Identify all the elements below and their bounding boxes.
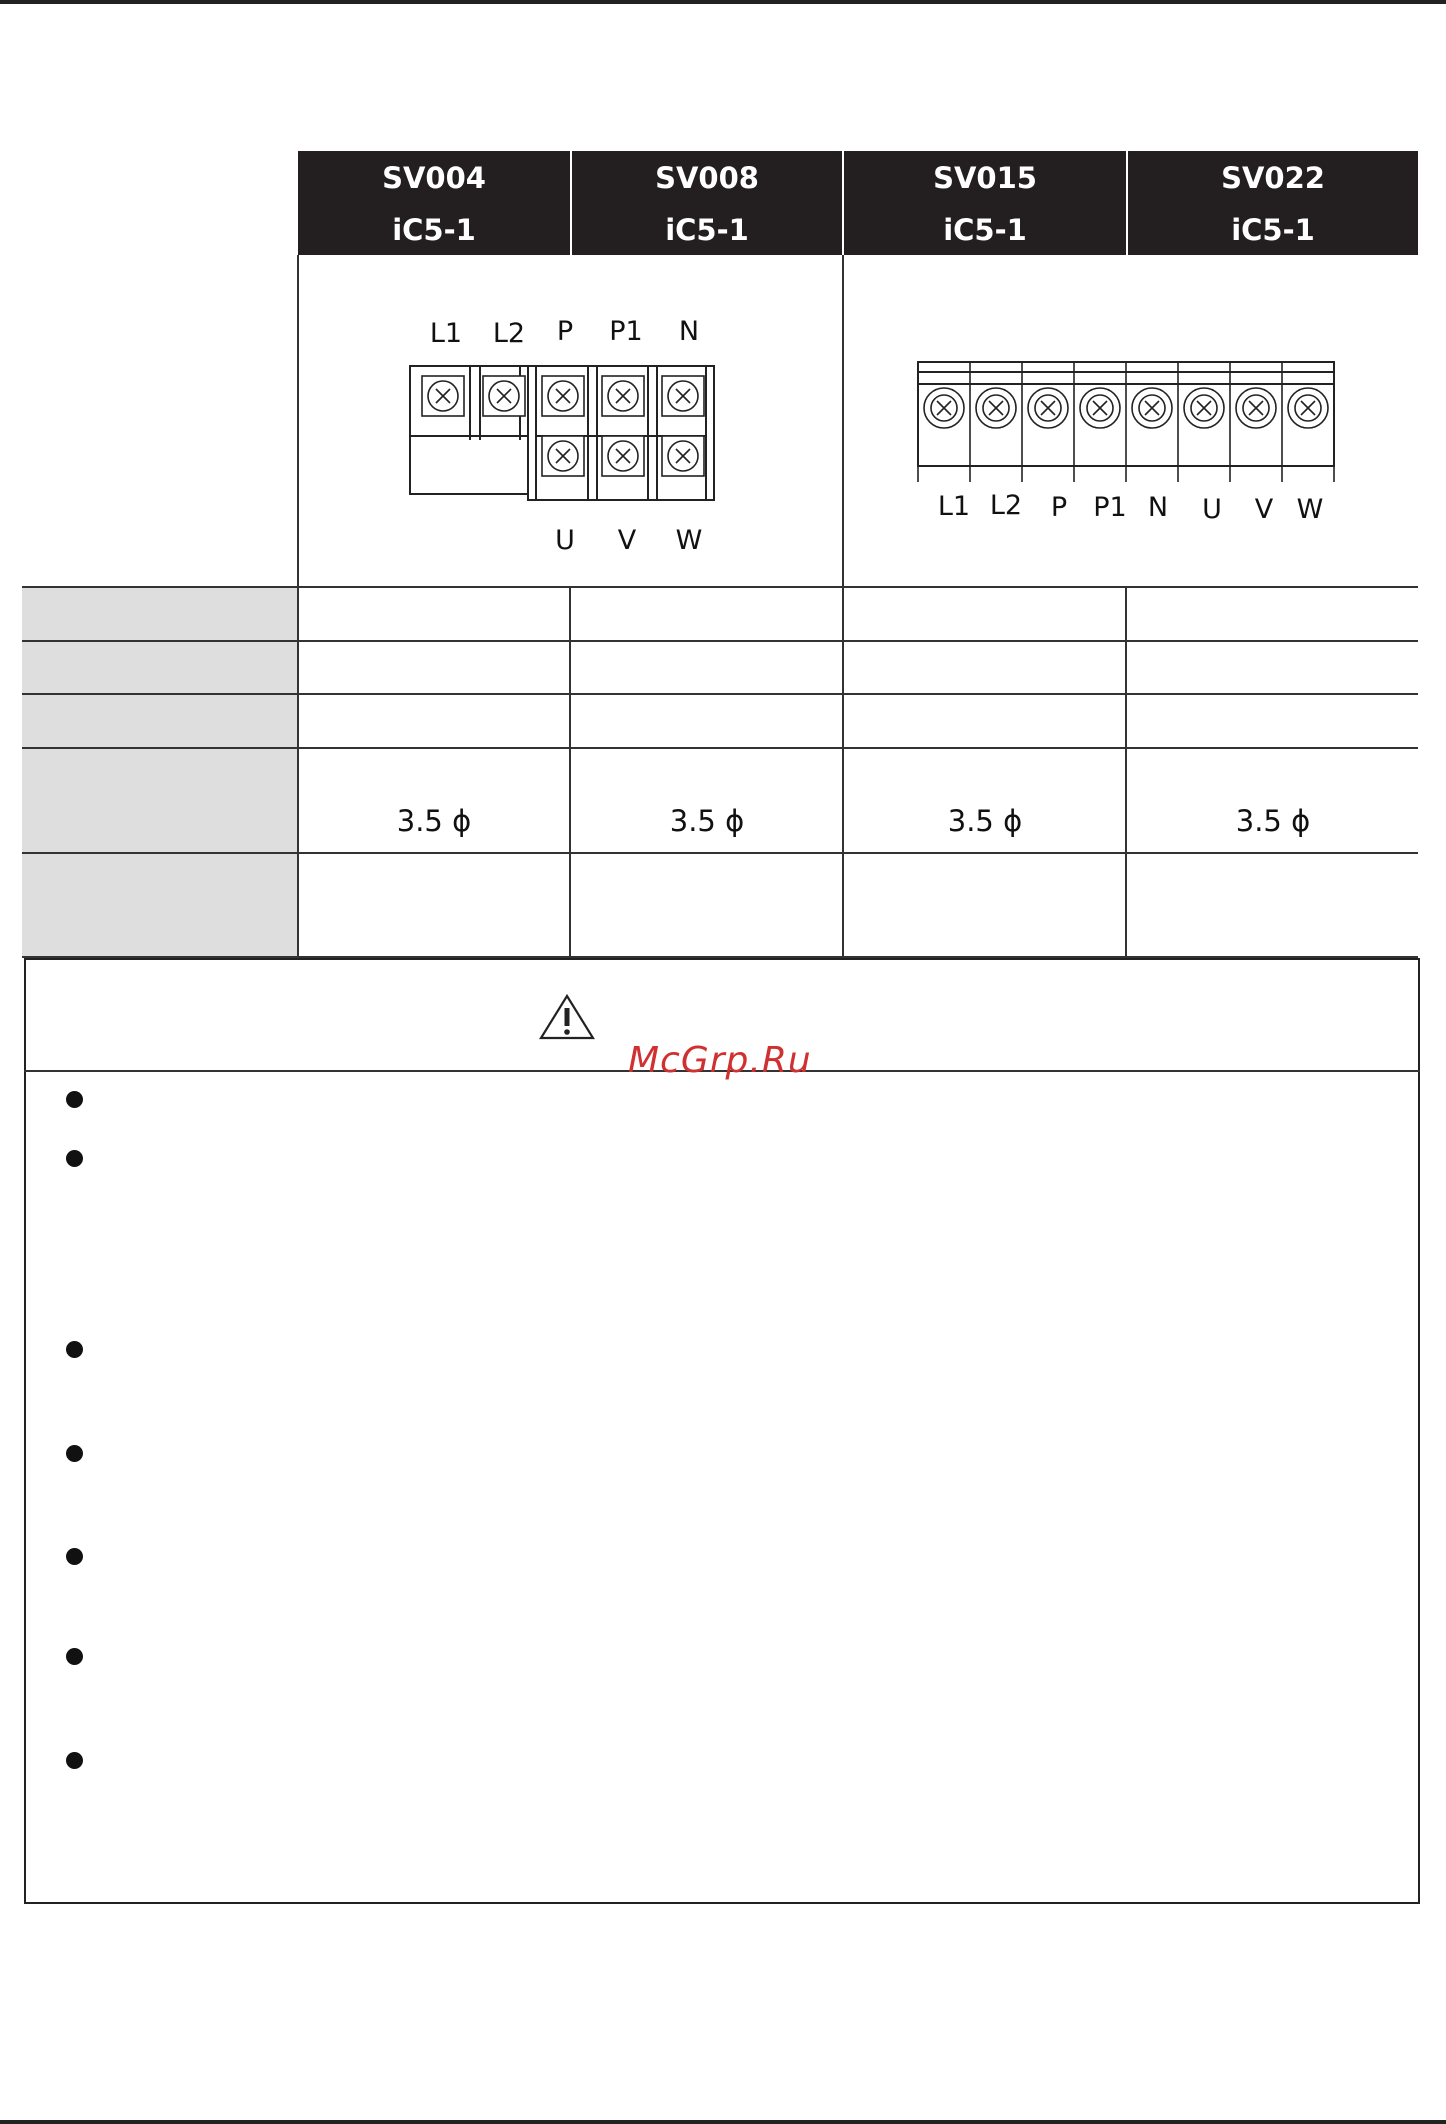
terminal-diagram-large [910,356,1350,536]
grid-line [22,586,1418,588]
terminal-label: P [556,316,574,347]
terminal-label: V [617,525,637,556]
model-name: SV015 [933,161,1037,195]
terminal-label: P1 [609,316,643,347]
grid-line [22,693,1418,695]
terminal-label: W [675,525,703,556]
model-series: iC5-1 [665,213,749,247]
terminal-label: W [1296,494,1324,525]
grid-line [22,852,1418,854]
model-series: iC5-1 [1231,213,1315,247]
model-series: iC5-1 [392,213,476,247]
terminal-label: P1 [1093,492,1127,523]
bullet-dot-icon [66,1648,83,1665]
terminal-labels-large [938,490,1323,525]
terminal-label: N [678,316,700,347]
bullet-dot-icon [66,1752,83,1769]
caution-box [24,958,1420,1904]
grid-line [22,747,1418,749]
terminal-label: V [1254,494,1274,525]
bottom-rule [0,2120,1446,2124]
model-sv015 [842,151,1126,255]
bullet-dot-icon [66,1548,83,1565]
terminal-label: L2 [989,490,1023,521]
terminal-label: L1 [937,491,971,522]
model-sv004 [298,151,570,255]
model-sv022 [1126,151,1418,255]
terminal-label: L1 [429,318,463,349]
model-sv008 [570,151,842,255]
screw-size-sv004: 3.5 ϕ [396,804,472,838]
watermark: McGrp.Ru [628,1040,812,1081]
model-series: iC5-1 [943,213,1027,247]
terminal-label: P [1050,492,1068,523]
grid-line [22,640,1418,642]
model-header [298,151,1418,255]
model-name: SV022 [1221,161,1325,195]
grid-line [1125,587,1127,958]
model-name: SV004 [382,161,486,195]
terminal-label: U [1202,494,1222,525]
bullet-dot-icon [66,1091,83,1108]
screw-size-sv015: 3.5 ϕ [947,804,1023,838]
bullet-dot-icon [66,1150,83,1167]
terminal-label: N [1147,492,1169,523]
bullet-dot-icon [66,1445,83,1462]
top-rule [0,0,1446,4]
grid-line [569,587,571,958]
screw-size-sv008: 3.5 ϕ [669,804,745,838]
terminal-labels-bottom [555,525,702,556]
terminal-labels-top [430,316,699,349]
screw-size-sv022: 3.5 ϕ [1235,804,1311,838]
terminal-diagram-small [400,300,730,570]
terminal-label: U [555,525,575,556]
warning-triangle-icon [538,993,596,1041]
terminal-label: L2 [492,318,526,349]
row-label-column [22,588,298,958]
model-name: SV008 [655,161,759,195]
bullet-dot-icon [66,1341,83,1358]
